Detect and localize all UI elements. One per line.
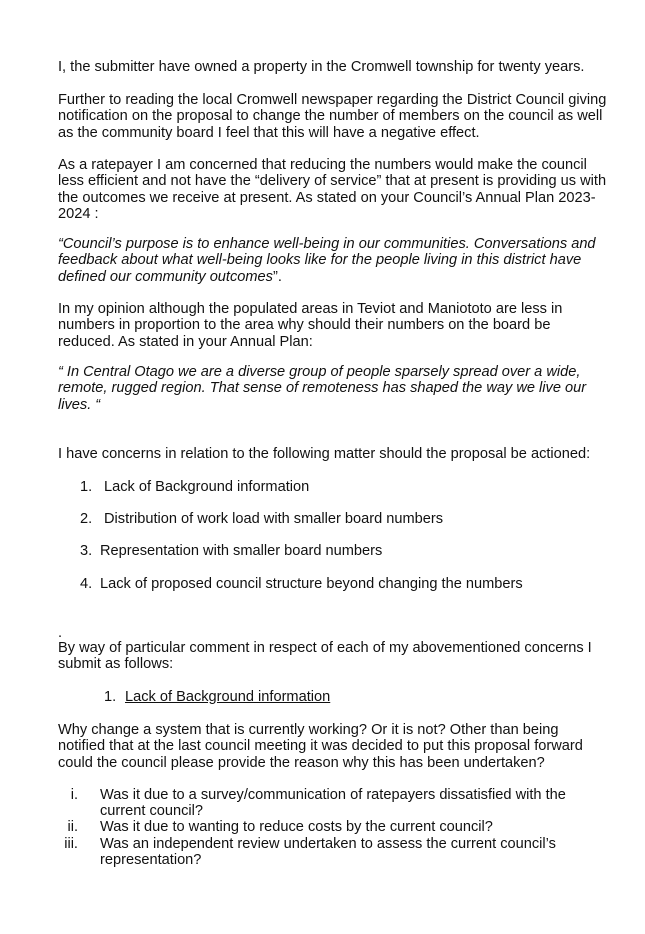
concern-number: 4. (80, 576, 93, 592)
paragraph-opinion: In my opinion although the populated areas in Teviot and Maniototo are less in numbers in proportion to the area why should their numbers on the board be reduced. As stated in your Annual Plan: (58, 301, 563, 350)
question-number: i. (70, 787, 78, 803)
paragraph-particular-comment: By way of particular comment in respect of each of my abovementioned concerns I submit as follows: (58, 640, 592, 673)
stray-dot: . (58, 625, 63, 641)
concern-number: 1. (80, 479, 93, 495)
paragraph-newspaper: Further to reading the local Cromwell newspaper regarding the District Council giving notification on the proposal to change the number of members on the council as well as the community board I feel that this will have a negative effect. (58, 92, 607, 141)
paragraph-intro: I, the submitter have owned a property in the Cromwell township for twenty years. (58, 59, 585, 75)
quote-council-purpose-end: ”. (272, 268, 282, 285)
question-number: iii. (64, 836, 78, 852)
quote-central-otago: “ In Central Otago we are a diverse group of people sparsely spread over a wide, remote, rugged region. That sense of remoteness has shaped the way we live our lives. “ (58, 364, 587, 413)
question-text: Was it due to a survey/communication of ratepayers dissatisfied with the current council? (100, 787, 566, 820)
paragraph-concerns-intro: I have concerns in relation to the following matter should the proposal be actioned: (58, 446, 591, 462)
paragraph-ratepayer: As a ratepayer I am concerned that reducing the numbers would make the council less efficient and not have the “delivery of service” that at present is providing us with the outcomes we receive at present. As stated on your Council’s Annual Plan 2023-2024 : (58, 157, 607, 222)
concern-text: Lack of Background information (104, 479, 310, 495)
concern-text: Lack of proposed council structure beyond changing the numbers (100, 576, 523, 592)
question-text: Was it due to wanting to reduce costs by the current council? (100, 819, 493, 835)
quote-council-purpose-text: “Council’s purpose is to enhance well-being in our communities. Conversations and feedback about what well-being looks like for the people living in this district have defined our community outcomes (58, 236, 596, 285)
concern-text: Distribution of work load with smaller board numbers (104, 511, 444, 527)
quote-council-purpose (58, 236, 608, 285)
question-number: ii. (67, 819, 78, 835)
concern-number: 2. (80, 511, 93, 527)
section-number: 1. (104, 689, 117, 705)
paragraph-why-change: Why change a system that is currently working? Or it is not? Other than being notified that at the last council meeting it was decided to put this proposal forward could the council please provide the reason why this has been undertaken? (58, 722, 583, 771)
concern-text: Representation with smaller board numbers (100, 543, 383, 559)
concern-number: 3. (80, 543, 93, 559)
section-title: Lack of Background information (125, 689, 331, 705)
question-text: Was an independent review undertaken to assess the current council’s representation? (100, 836, 556, 869)
